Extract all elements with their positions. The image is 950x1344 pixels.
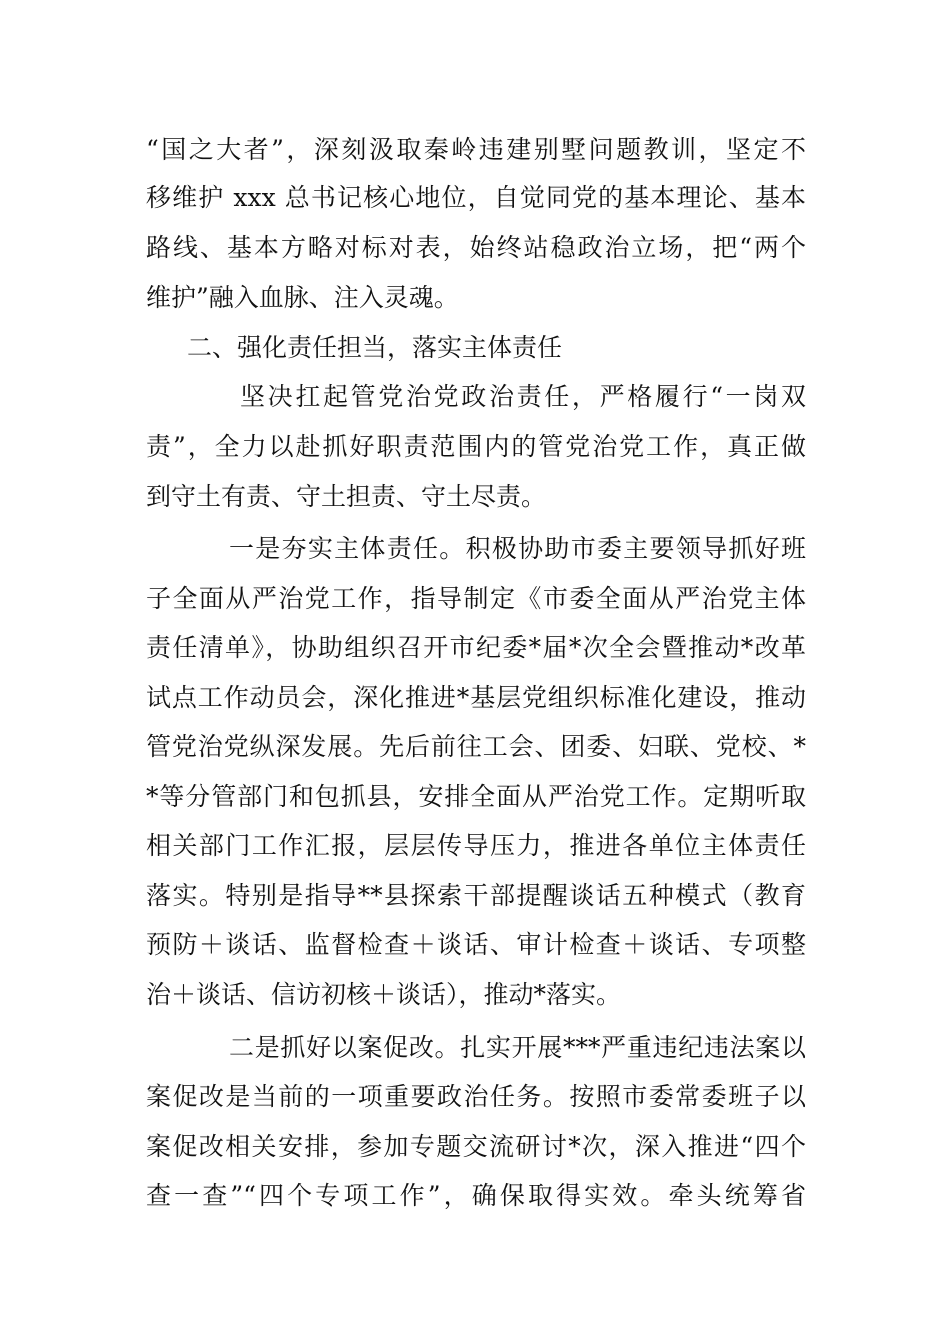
text-line: 相关部门工作汇报，层层传导压力，推进各单位主体责任 [146, 831, 806, 860]
text-line: 治＋谈话、信访初核＋谈话），推动*落实。 [146, 980, 622, 1009]
section-heading: 二、强化责任担当，落实主体责任 [187, 333, 563, 362]
text-line: “国之大者”，深刻汲取秦岭违建别墅问题教训，坚定不 [146, 135, 806, 164]
text-line: 责任清单》，协助组织召开市纪委*届*次全会暨推动*改革 [146, 633, 806, 662]
text-line: 案促改是当前的一项重要政治任务。按照市委常委班子以 [146, 1082, 806, 1111]
text-line: 子全面从严治党工作，指导制定《市委全面从严治党主体 [146, 584, 806, 613]
text-line: 责”，全力以赴抓好职责范围内的管党治党工作，真正做 [146, 432, 806, 461]
text-line: 维护”融入血脉、注入灵魂。 [146, 283, 459, 312]
text-line: 管党治党纵深发展。先后前往工会、团委、妇联、党校、* [146, 732, 806, 761]
text-line: 二是抓好以案促改。扎实开展***严重违纪违法案以 [229, 1033, 806, 1062]
text-line: 到守土有责、守土担责、守土尽责。 [146, 482, 547, 511]
text-line: 预防＋谈话、监督检查＋谈话、审计检查＋谈话、专项整 [146, 930, 806, 959]
text-line: *等分管部门和包抓县，安排全面从严治党工作。定期听取 [146, 782, 806, 811]
text-line: 案促改相关安排，参加专题交流研讨*次，深入推进“四个 [146, 1132, 806, 1161]
text-line: 查一查”“四个专项工作”，确保取得实效。牵头统筹省 [146, 1181, 806, 1210]
text-line: 移维护 xxx 总书记核心地位，自觉同党的基本理论、基本 [146, 183, 806, 212]
text-line: 路线、基本方略对标对表，始终站稳政治立场，把“两个 [146, 233, 806, 262]
text-line: 一是夯实主体责任。积极协助市委主要领导抓好班 [229, 534, 806, 563]
text-line: 试点工作动员会，深化推进*基层党组织标准化建设，推动 [146, 683, 806, 712]
text-line: 坚决扛起管党治党政治责任，严格履行“一岗双 [240, 382, 806, 411]
text-line: 落实。特别是指导**县探索干部提醒谈话五种模式（教育 [146, 881, 806, 910]
